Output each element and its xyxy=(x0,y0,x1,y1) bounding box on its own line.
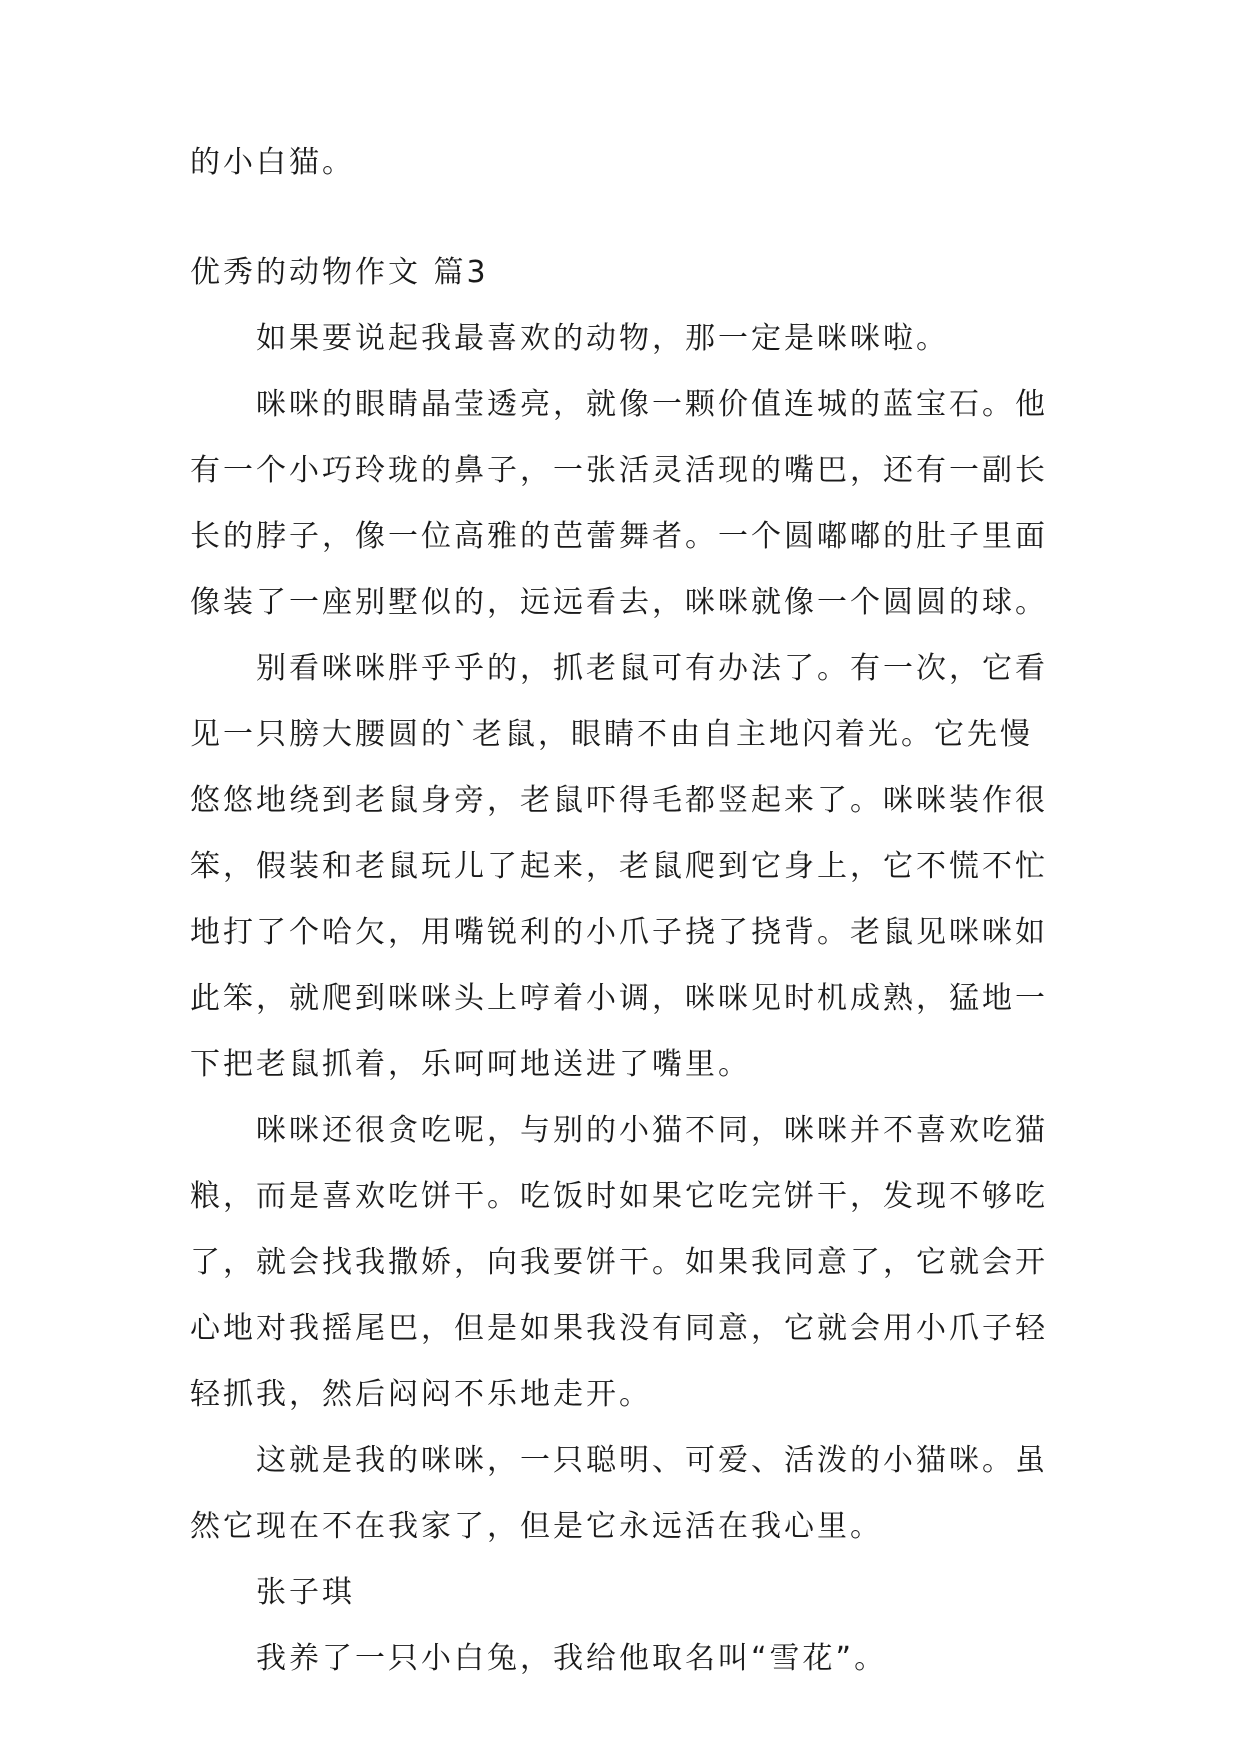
essay-heading xyxy=(190,240,1060,306)
paragraph-line: 然它现在不在我家了，但是它永远活在我心里。 xyxy=(190,1509,883,1544)
continuation-line: 的小白猫。 xyxy=(190,145,355,180)
paragraph-line: 见一只膀大腰圆的`老鼠，眼睛不由自主地闪着光。它先慢 xyxy=(190,717,1033,752)
paragraph-line: 地打了个哈欠，用嘴锐利的小爪子挠了挠背。老鼠见咪咪如 xyxy=(190,915,1048,950)
paragraph-line: 悠悠地绕到老鼠身旁，老鼠吓得毛都竖起来了。咪咪装作很 xyxy=(190,783,1048,818)
paragraph-line: 了，就会找我撒娇，向我要饼干。如果我同意了，它就会开 xyxy=(190,1245,1048,1280)
paragraph-line: 心地对我摇尾巴，但是如果我没有同意，它就会用小爪子轻 xyxy=(190,1311,1048,1346)
paragraph-line: 咪咪还很贪吃呢，与别的小猫不同，咪咪并不喜欢吃猫 xyxy=(256,1113,1048,1148)
paragraph-line: 如果要说起我最喜欢的动物，那一定是咪咪啦。 xyxy=(256,321,949,356)
continuation-text xyxy=(190,130,1060,196)
paragraph-line: 此笨，就爬到咪咪头上哼着小调，咪咪见时机成熟，猛地一 xyxy=(190,981,1048,1016)
paragraph-line: 粮，而是喜欢吃饼干。吃饭时如果它吃完饼干，发现不够吃 xyxy=(190,1179,1048,1214)
paragraph-line: 我养了一只小白兔，我给他取名叫“雪花”。 xyxy=(256,1641,888,1676)
paragraph-line: 咪咪的眼睛晶莹透亮，就像一颗价值连城的蓝宝石。他 xyxy=(256,387,1048,422)
paragraph-line: 别看咪咪胖乎乎的，抓老鼠可有办法了。有一次，它看 xyxy=(256,651,1048,686)
paragraph-line: 这就是我的咪咪，一只聪明、可爱、活泼的小猫咪。虽 xyxy=(256,1443,1048,1478)
paragraph-line: 长的脖子，像一位高雅的芭蕾舞者。一个圆嘟嘟的肚子里面 xyxy=(190,519,1048,554)
paragraph-line: 下把老鼠抓着，乐呵呵地送进了嘴里。 xyxy=(190,1047,751,1082)
paragraph-line: 轻抓我，然后闷闷不乐地走开。 xyxy=(190,1377,652,1412)
heading-line: 优秀的动物作文 篇3 xyxy=(190,255,489,290)
paragraph-line: 有一个小巧玲珑的鼻子，一张活灵活现的嘴巴，还有一副长 xyxy=(190,453,1048,488)
paragraph-line: 像装了一座别墅似的，远远看去，咪咪就像一个圆圆的球。 xyxy=(190,585,1048,620)
paragraph-line: 笨，假装和老鼠玩儿了起来，老鼠爬到它身上，它不慌不忙 xyxy=(190,849,1048,884)
essay-body xyxy=(190,306,1060,1692)
author-name: 张子琪 xyxy=(256,1575,355,1610)
